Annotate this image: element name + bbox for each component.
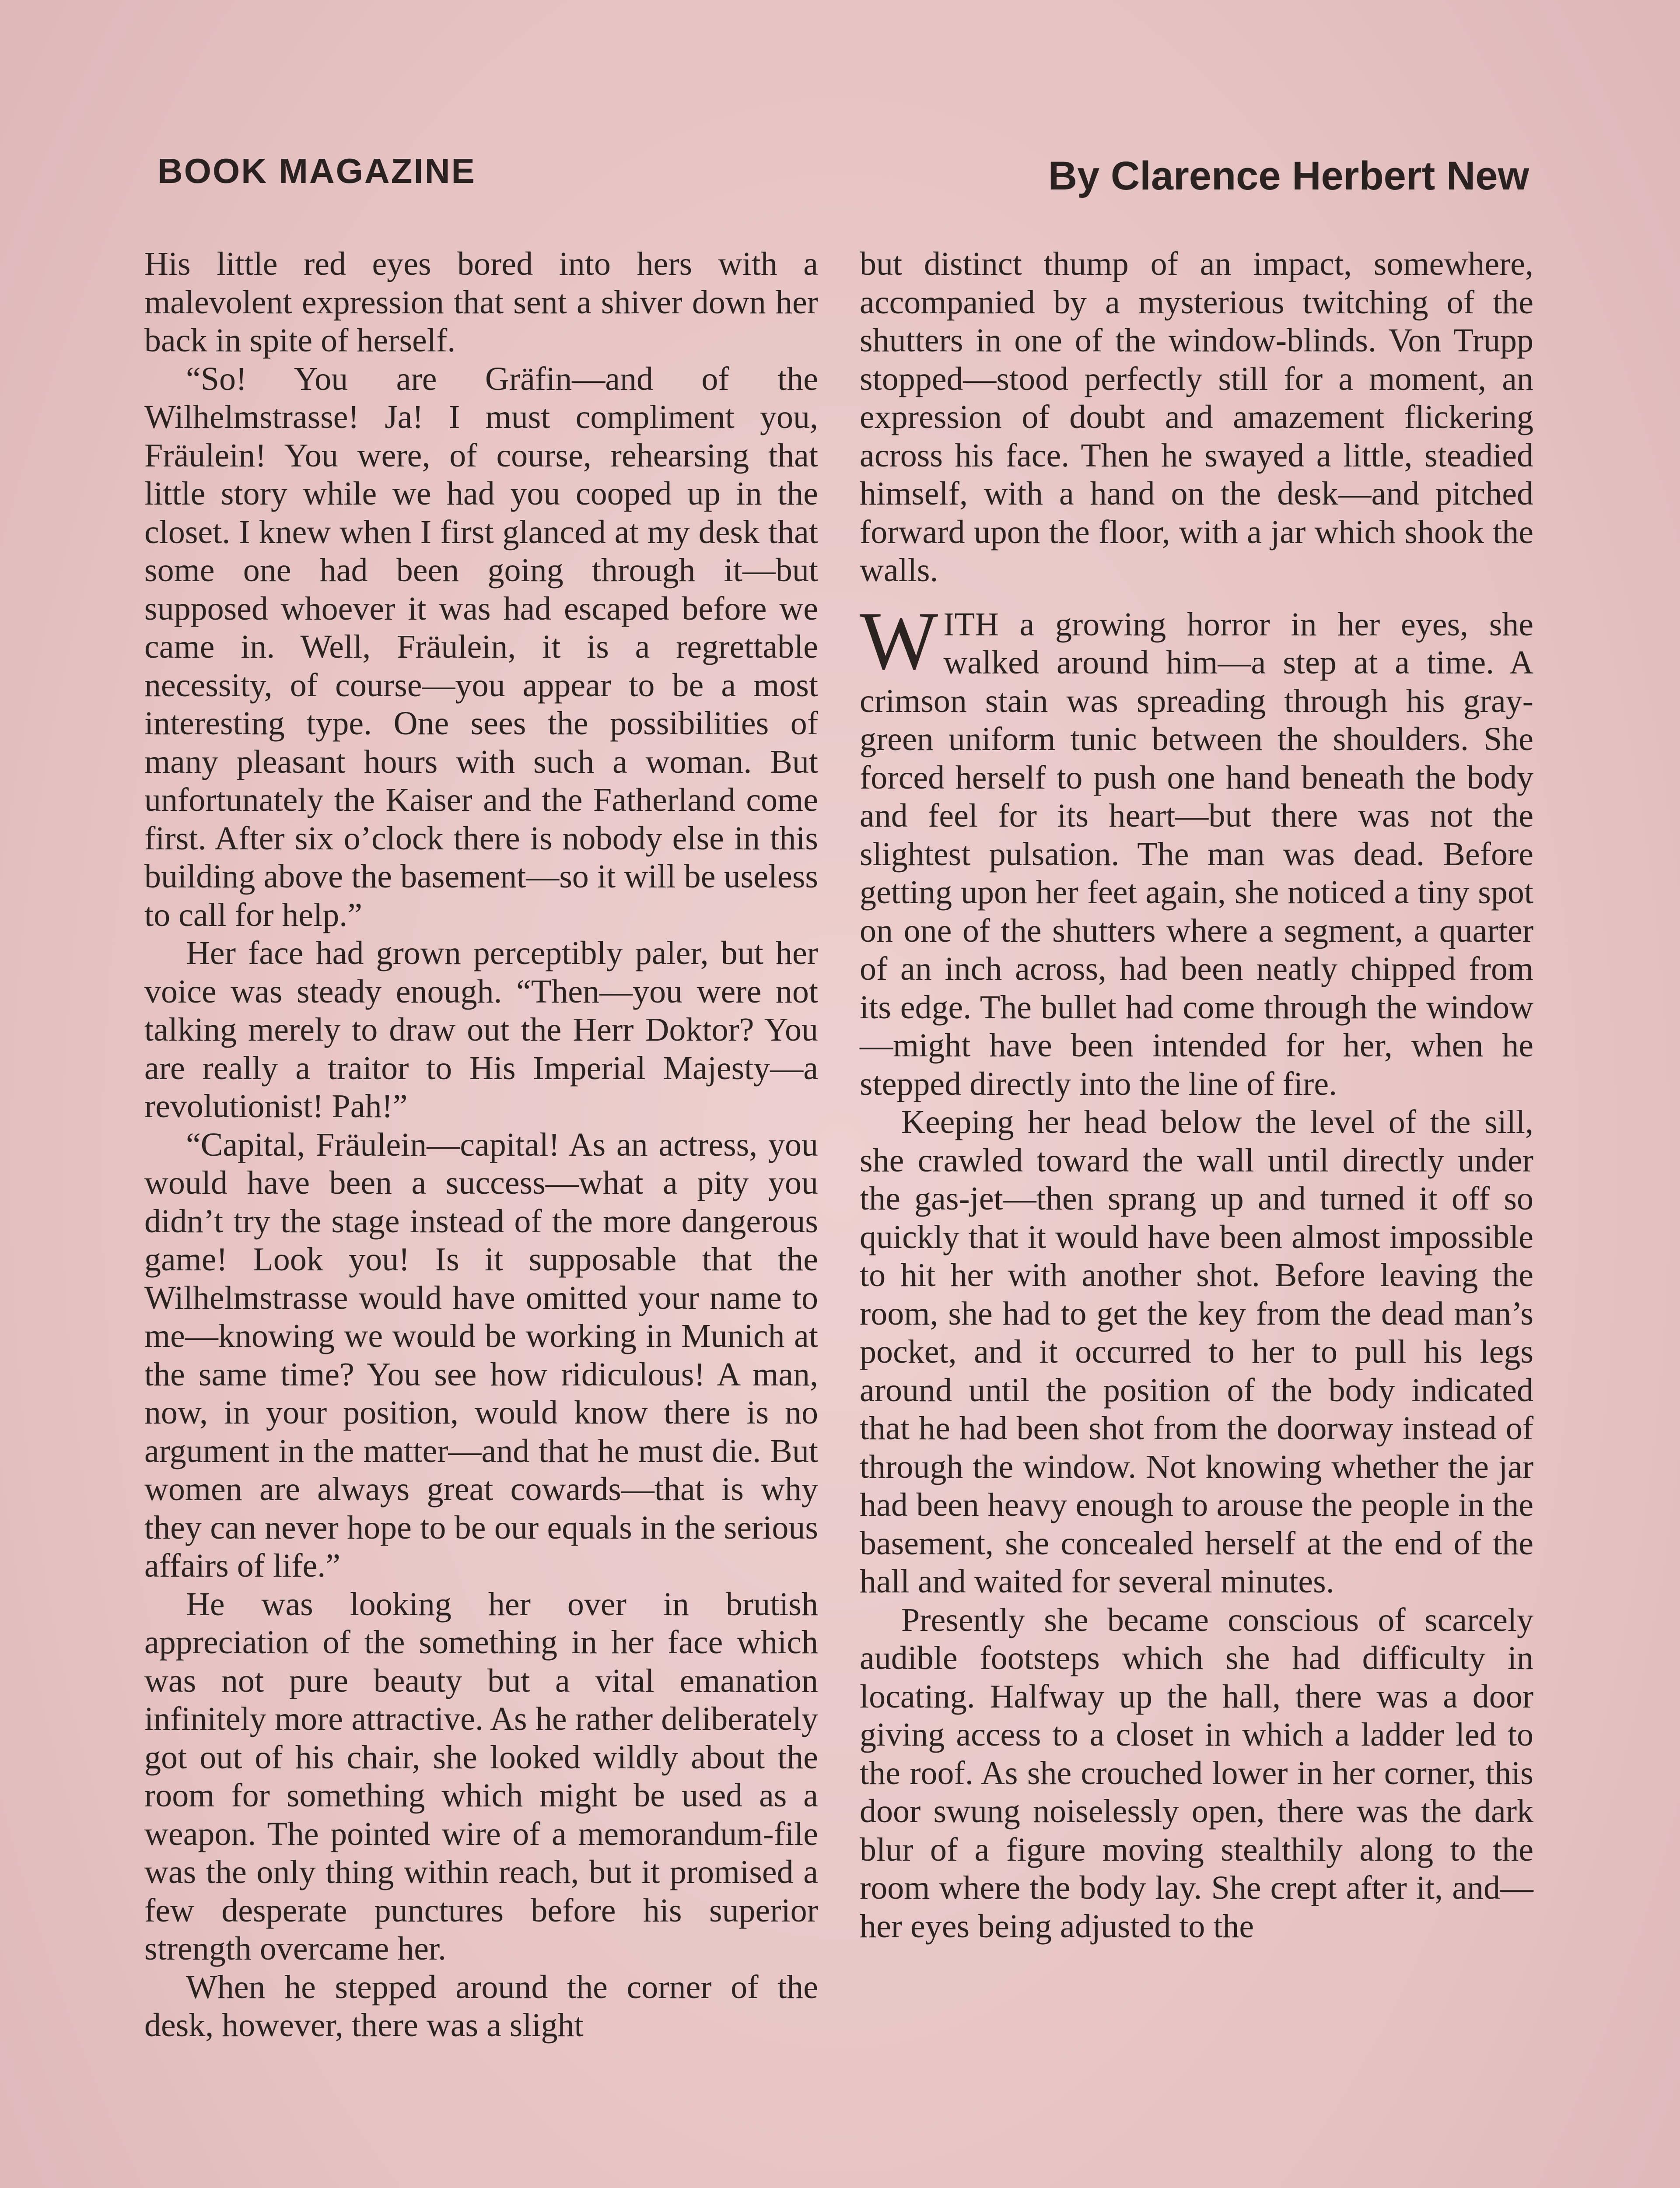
paragraph: Presently she became conscious of scarcely audible footsteps which she had difficulty in locating. Halfway up the hall, there was a door giving access to a closet in which a ladder led to the roof. As she crouched lower in her corner, this door swung noiselessly open, there was the dark blur of a figure moving stealthily along to the room where the body lay. She crept after it, and—her eyes being adjusted to the [860, 1601, 1533, 1945]
running-header-title: BOOK MAGAZINE [158, 151, 476, 190]
paragraph: “So! You are Gräfin—and of the Wilhelmstrasse! Ja! I must compliment you, Fräulein! You were, of course, rehearsing that little story while we had you cooped up in the closet. I knew when I first glanced at my desk that some one had been going through it—but supposed whoever it was had escaped before we came in. Well, Fräulein, it is a regrettable necessity, of course—you appear to be a most interesting type. One sees the possibilities of many pleasant hours with such a woman. But unfortunately the Kaiser and the Fatherland come first. After six o’clock there is nobody else in this building above the basement—so it will be useless to call for help.” [144, 360, 818, 933]
paragraph: Keeping her head below the level of the sill, she crawled toward the wall until directly under the gas-jet—then sprang up and turned it off so quickly that it would have been almost impossible to hit her with another shot. Before leaving the room, she had to get the key from the dead man’s pocket, and it occurred to her to pull his legs around until the position of the body indicated that he had been shot from the doorway instead of through the window. Not knowing whether the jar had been heavy enough to arouse the people in the basement, she concealed herself at the end of the hall and waited for several minutes. [860, 1104, 1533, 1600]
paragraph: “Capital, Fräulein—capital! As an actress, you would have been a success—what a pity you didn’t try the stage instead of the more dangerous game! Look you! Is it supposable that the Wilhelmstrasse would have omitted your name to me—knowing we would be working in Munich at the same time? You see how ridiculous! A man, now, in your position, would know there is no argument in the matter—and that he must die. But women are always great cowards—that is why they can never hope to be our equals in the serious affairs of life.” [144, 1126, 818, 1584]
section-paragraph [860, 595, 1533, 1104]
paragraph: but distinct thump of an impact, somewhere, accompanied by a mysterious twitching of the shutters in one of the window-blinds. Von Trupp stopped—stood perfectly still for a moment, an expression of doubt and amazement flickering across his face. Then he swayed a little, steadied himself, with a hand on the desk—and pitched forward upon the floor, with a jar which shook the walls. [860, 245, 1533, 589]
drop-cap-paragraph-text: ITH a growing horror in her eyes, she walked around him—a step at a time. A crimson stain was spreading through his gray-green uniform tunic between the shoulders. She forced herself to push one hand beneath the body and feel for its heart—but there was not the slightest pulsation. The man was dead. Before getting upon her feet again, she noticed a tiny spot on one of the shutters where a segment, a quarter of an inch across, had been neatly chipped from its edge. The bullet had come through the window—might have been intended for her, when he stepped directly into the line of fire. [860, 606, 1533, 1102]
paragraph: His little red eyes bored into hers with a malevolent expression that sent a shiver down her back in spite of herself. [144, 245, 818, 359]
right-column [860, 245, 1533, 1946]
left-column [144, 245, 818, 2045]
drop-cap: W [860, 595, 938, 687]
paragraph: He was looking her over in brutish appreciation of the something in her face which was not pure beauty but a vital emanation infinitely more attractive. As he rather deliberately got out of his chair, she looked wildly about the room for something which might be used as a weapon. The pointed wire of a memorandum-file was the only thing within reach, but it promised a few desperate punctures before his superior strength overcame her. [144, 1585, 818, 1967]
paragraph: Her face had grown perceptibly paler, but her voice was steady enough. “Then—you were not talking merely to draw out the Herr Doktor? You are really a traitor to His Imperial Majesty—a revolutionist! Pah!” [144, 935, 818, 1125]
paragraph: When he stepped around the corner of the desk, however, there was a slight [144, 1968, 818, 2044]
running-header-author: By Clarence Herbert New [1048, 154, 1529, 198]
